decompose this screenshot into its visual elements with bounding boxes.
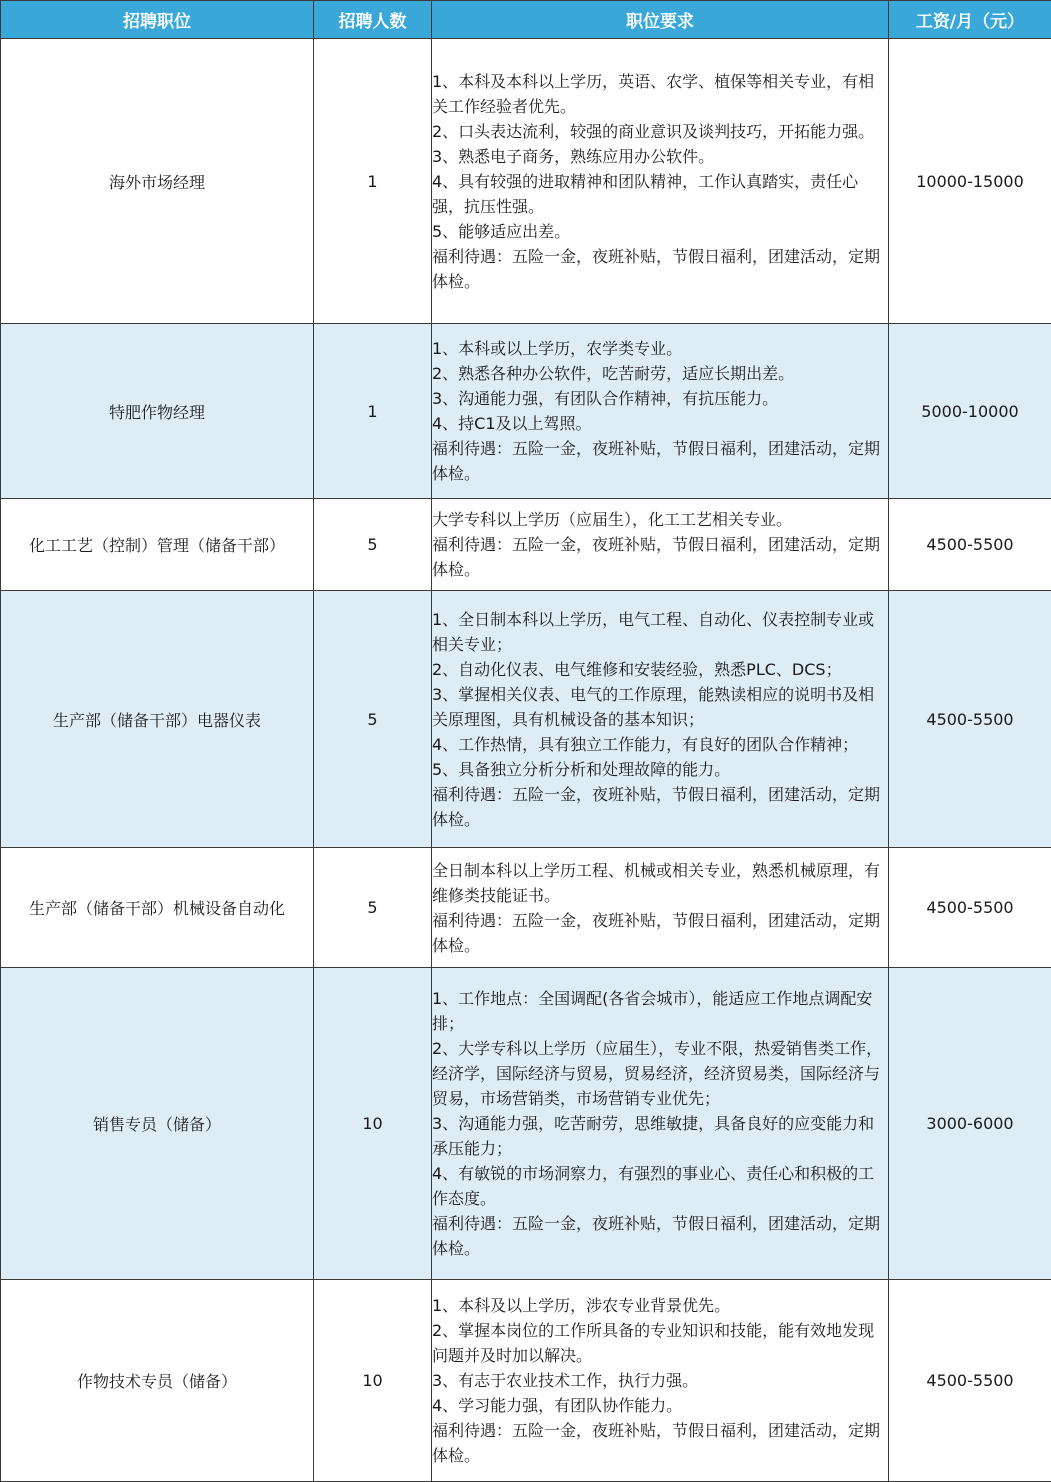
salary-cell: 3000-6000 [889,968,1051,1280]
table-row [1,1280,1051,1482]
requirement-line: 1、本科及以上学历，涉农专业背景优先。 [432,1293,888,1318]
requirements-cell [432,499,889,591]
count-cell: 5 [314,848,432,968]
table-row [1,968,1051,1280]
requirements-cell [432,1280,889,1482]
benefits-line: 福利待遇：五险一金，夜班补贴，节假日福利，团建活动，定期体检。 [432,782,888,832]
table-row [1,499,1051,591]
requirement-line: 3、沟通能力强，有团队合作精神，有抗压能力。 [432,386,888,411]
requirement-line: 2、熟悉各种办公软件，吃苦耐劳，适应长期出差。 [432,361,888,386]
requirement-line: 5、能够适应出差。 [432,219,888,244]
requirement-line: 4、学习能力强，有团队协作能力。 [432,1393,888,1418]
table-header-row [1,1,1051,39]
count-cell: 5 [314,499,432,591]
benefits-line: 福利待遇：五险一金，夜班补贴，节假日福利，团建活动，定期体检。 [432,532,888,582]
requirement-line: 全日制本科以上学历工程、机械或相关专业，熟悉机械原理，有维修类技能证书。 [432,858,888,908]
requirement-line: 4、工作热情，具有独立工作能力，有良好的团队合作精神； [432,732,888,757]
requirement-line: 1、本科及本科以上学历，英语、农学、植保等相关专业，有相关工作经验者优先。 [432,69,888,119]
requirements-cell [432,39,889,324]
count-cell: 1 [314,324,432,499]
requirement-line: 1、本科或以上学历，农学类专业。 [432,336,888,361]
count-cell: 10 [314,1280,432,1482]
position-cell: 作物技术专员（储备） [1,1280,314,1482]
position-cell: 销售专员（储备） [1,968,314,1280]
salary-cell: 4500-5500 [889,591,1051,848]
salary-cell: 10000-15000 [889,39,1051,324]
count-cell: 1 [314,39,432,324]
requirement-line: 5、具备独立分析分析和处理故障的能力。 [432,757,888,782]
benefits-line: 福利待遇：五险一金，夜班补贴，节假日福利，团建活动，定期体检。 [432,908,888,958]
table-row [1,848,1051,968]
requirements-cell [432,324,889,499]
requirement-line: 3、熟悉电子商务，熟练应用办公软件。 [432,144,888,169]
requirement-line: 2、自动化仪表、电气维修和安装经验，熟悉PLC、DCS； [432,657,888,682]
requirement-line: 1、工作地点：全国调配(各省会城市），能适应工作地点调配安排； [432,986,888,1036]
requirement-line: 2、大学专科以上学历（应届生），专业不限，热爱销售类工作，经济学，国际经济与贸易，贸易经济，经济贸易类，国际经济与贸易，市场营销类，市场营销专业优先； [432,1036,888,1111]
requirement-line: 3、沟通能力强，吃苦耐劳，思维敏捷，具备良好的应变能力和承压能力； [432,1111,888,1161]
salary-cell: 5000-10000 [889,324,1051,499]
header-count: 招聘人数 [314,1,432,39]
salary-cell: 4500-5500 [889,1280,1051,1482]
table-row [1,324,1051,499]
benefits-line: 福利待遇：五险一金，夜班补贴，节假日福利，团建活动，定期体检。 [432,244,888,294]
table-row [1,591,1051,848]
requirements-cell [432,848,889,968]
salary-cell: 4500-5500 [889,499,1051,591]
requirement-line: 4、持C1及以上驾照。 [432,411,888,436]
benefits-line: 福利待遇：五险一金，夜班补贴，节假日福利，团建活动，定期体检。 [432,1418,888,1468]
header-position: 招聘职位 [1,1,314,39]
requirement-line: 2、口头表达流利，较强的商业意识及谈判技巧，开拓能力强。 [432,119,888,144]
requirements-cell [432,968,889,1280]
count-cell: 10 [314,968,432,1280]
requirement-line: 3、有志于农业技术工作，执行力强。 [432,1368,888,1393]
requirement-line: 2、掌握本岗位的工作所具备的专业知识和技能，能有效地发现问题并及时加以解决。 [432,1318,888,1368]
position-cell: 特肥作物经理 [1,324,314,499]
salary-cell: 4500-5500 [889,848,1051,968]
benefits-line: 福利待遇：五险一金，夜班补贴，节假日福利，团建活动，定期体检。 [432,1211,888,1261]
header-salary: 工资/月（元） [889,1,1051,39]
position-cell: 生产部（储备干部）机械设备自动化 [1,848,314,968]
requirement-line: 大学专科以上学历（应届生），化工工艺相关专业。 [432,507,888,532]
count-cell: 5 [314,591,432,848]
position-cell: 海外市场经理 [1,39,314,324]
requirement-line: 3、掌握相关仪表、电气的工作原理，能熟读相应的说明书及相关原理图，具有机械设备的基本知识； [432,682,888,732]
requirement-line: 4、有敏锐的市场洞察力，有强烈的事业心、责任心和积极的工作态度。 [432,1161,888,1211]
benefits-line: 福利待遇：五险一金，夜班补贴，节假日福利，团建活动，定期体检。 [432,436,888,486]
position-cell: 生产部（储备干部）电器仪表 [1,591,314,848]
position-cell: 化工工艺（控制）管理（储备干部） [1,499,314,591]
requirement-line: 4、具有较强的进取精神和团队精神，工作认真踏实，责任心强，抗压性强。 [432,169,888,219]
requirement-line: 1、全日制本科以上学历，电气工程、自动化、仪表控制专业或相关专业； [432,607,888,657]
table-row [1,39,1051,324]
requirements-cell [432,591,889,848]
header-requirements: 职位要求 [432,1,889,39]
